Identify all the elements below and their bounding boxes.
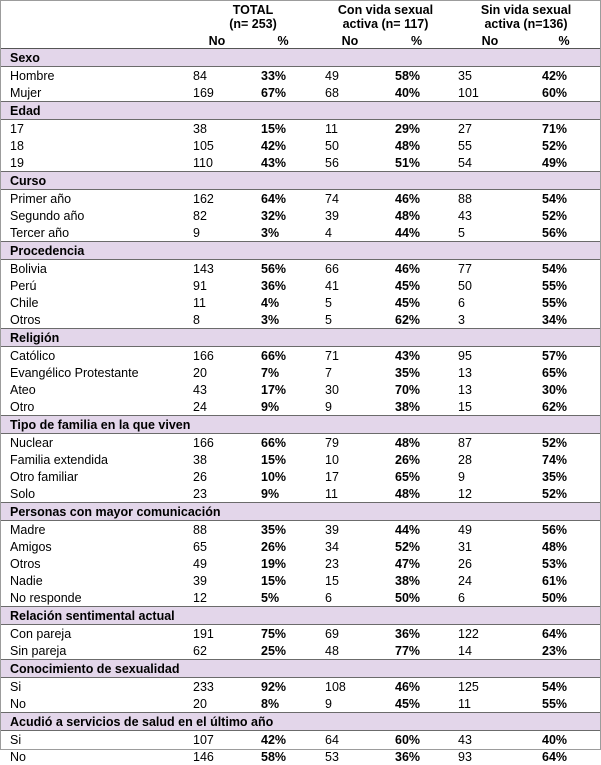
sin-pct: 74% [528, 451, 600, 468]
total-no: 49 [187, 555, 247, 572]
sin-pct: 64% [528, 748, 600, 765]
table-row [1, 347, 600, 365]
con-no: 50 [319, 137, 381, 154]
table-row [1, 137, 600, 154]
con-no: 5 [319, 294, 381, 311]
total-pct: 19% [247, 555, 319, 572]
con-pct: 43% [381, 347, 452, 365]
sin-pct: 52% [528, 485, 600, 503]
sin-pct: 42% [528, 67, 600, 85]
section-title: Edad [1, 102, 600, 120]
total-no: 82 [187, 207, 247, 224]
total-no: 105 [187, 137, 247, 154]
con-pct: 77% [381, 642, 452, 660]
header-empty-cell [1, 1, 187, 31]
con-no: 108 [319, 678, 381, 696]
section-header-row [1, 102, 600, 120]
section-title: Curso [1, 172, 600, 190]
sin-no: 12 [452, 485, 528, 503]
table-row [1, 84, 600, 102]
row-label: Primer año [1, 190, 187, 208]
table-row [1, 364, 600, 381]
row-label: Bolivia [1, 260, 187, 278]
total-pct: 36% [247, 277, 319, 294]
table-row [1, 678, 600, 696]
sin-pct: 35% [528, 468, 600, 485]
header-sub-no: No [319, 31, 381, 49]
section-header-row [1, 49, 600, 67]
table-body [1, 49, 600, 765]
sin-pct: 60% [528, 84, 600, 102]
sin-pct: 50% [528, 589, 600, 607]
total-no: 233 [187, 678, 247, 696]
con-pct: 48% [381, 137, 452, 154]
section-header-row [1, 242, 600, 260]
con-no: 9 [319, 695, 381, 713]
con-no: 68 [319, 84, 381, 102]
data-table [1, 1, 600, 765]
sin-no: 9 [452, 468, 528, 485]
con-no: 4 [319, 224, 381, 242]
total-pct: 43% [247, 154, 319, 172]
sin-no: 27 [452, 120, 528, 138]
row-label: Con pareja [1, 625, 187, 643]
total-pct: 42% [247, 731, 319, 749]
sin-no: 95 [452, 347, 528, 365]
con-pct: 50% [381, 589, 452, 607]
total-pct: 3% [247, 224, 319, 242]
row-label: Si [1, 678, 187, 696]
header-sin-vida-sexual [452, 1, 600, 31]
total-pct: 5% [247, 589, 319, 607]
sin-pct: 56% [528, 521, 600, 539]
total-pct: 15% [247, 120, 319, 138]
con-pct: 45% [381, 294, 452, 311]
header-sub-no: No [452, 31, 528, 49]
row-label: Chile [1, 294, 187, 311]
row-label: Nuclear [1, 434, 187, 452]
table-row [1, 311, 600, 329]
section-header-row [1, 329, 600, 347]
section-header-row [1, 607, 600, 625]
sin-pct: 54% [528, 190, 600, 208]
row-label: Otros [1, 311, 187, 329]
con-no: 66 [319, 260, 381, 278]
header-total-text: TOTAL (n= 253) [229, 3, 277, 31]
total-no: 9 [187, 224, 247, 242]
con-pct: 58% [381, 67, 452, 85]
con-no: 49 [319, 67, 381, 85]
con-pct: 36% [381, 625, 452, 643]
sin-pct: 48% [528, 538, 600, 555]
sin-no: 15 [452, 398, 528, 416]
total-pct: 15% [247, 572, 319, 589]
section-title: Conocimiento de sexualidad [1, 660, 600, 678]
total-no: 38 [187, 120, 247, 138]
table-row [1, 695, 600, 713]
total-pct: 9% [247, 398, 319, 416]
sin-no: 101 [452, 84, 528, 102]
section-header-row [1, 713, 600, 731]
row-label: 17 [1, 120, 187, 138]
sin-pct: 52% [528, 434, 600, 452]
sin-pct: 57% [528, 347, 600, 365]
table-row [1, 485, 600, 503]
con-pct: 26% [381, 451, 452, 468]
section-title: Relación sentimental actual [1, 607, 600, 625]
con-pct: 35% [381, 364, 452, 381]
total-pct: 4% [247, 294, 319, 311]
table-row [1, 260, 600, 278]
header-total [187, 1, 319, 31]
sin-no: 26 [452, 555, 528, 572]
con-no: 6 [319, 589, 381, 607]
con-pct: 60% [381, 731, 452, 749]
header-sin-text: Sin vida sexual activa (n=136) [481, 3, 571, 31]
total-no: 166 [187, 434, 247, 452]
sin-pct: 53% [528, 555, 600, 572]
total-pct: 64% [247, 190, 319, 208]
total-no: 23 [187, 485, 247, 503]
total-pct: 35% [247, 521, 319, 539]
sin-pct: 71% [528, 120, 600, 138]
total-pct: 67% [247, 84, 319, 102]
table-row [1, 120, 600, 138]
sin-pct: 62% [528, 398, 600, 416]
row-label: Madre [1, 521, 187, 539]
con-pct: 47% [381, 555, 452, 572]
con-pct: 46% [381, 190, 452, 208]
table-row [1, 748, 600, 765]
total-no: 162 [187, 190, 247, 208]
con-no: 5 [319, 311, 381, 329]
row-label: Evangélico Protestante [1, 364, 187, 381]
sin-pct: 40% [528, 731, 600, 749]
section-title: Tipo de familia en la que viven [1, 416, 600, 434]
sin-no: 125 [452, 678, 528, 696]
con-no: 56 [319, 154, 381, 172]
row-label: Católico [1, 347, 187, 365]
con-no: 15 [319, 572, 381, 589]
total-pct: 9% [247, 485, 319, 503]
sin-pct: 52% [528, 137, 600, 154]
sin-no: 43 [452, 731, 528, 749]
row-label: Si [1, 731, 187, 749]
sin-pct: 64% [528, 625, 600, 643]
total-pct: 15% [247, 451, 319, 468]
table-row [1, 589, 600, 607]
con-pct: 44% [381, 521, 452, 539]
table-row [1, 434, 600, 452]
row-label: No [1, 695, 187, 713]
con-no: 10 [319, 451, 381, 468]
total-pct: 66% [247, 434, 319, 452]
con-pct: 65% [381, 468, 452, 485]
sin-no: 3 [452, 311, 528, 329]
row-label: No responde [1, 589, 187, 607]
total-no: 24 [187, 398, 247, 416]
total-pct: 25% [247, 642, 319, 660]
row-label: 18 [1, 137, 187, 154]
table-row [1, 294, 600, 311]
con-pct: 40% [381, 84, 452, 102]
total-pct: 10% [247, 468, 319, 485]
total-pct: 7% [247, 364, 319, 381]
sin-pct: 61% [528, 572, 600, 589]
sin-no: 6 [452, 294, 528, 311]
sin-no: 6 [452, 589, 528, 607]
total-no: 169 [187, 84, 247, 102]
section-title: Procedencia [1, 242, 600, 260]
total-no: 11 [187, 294, 247, 311]
row-label: Mujer [1, 84, 187, 102]
con-no: 9 [319, 398, 381, 416]
total-pct: 3% [247, 311, 319, 329]
con-pct: 62% [381, 311, 452, 329]
con-no: 79 [319, 434, 381, 452]
total-pct: 42% [247, 137, 319, 154]
sin-no: 122 [452, 625, 528, 643]
total-pct: 75% [247, 625, 319, 643]
total-pct: 66% [247, 347, 319, 365]
table-row [1, 224, 600, 242]
row-label: No [1, 748, 187, 765]
header-sub-pct: % [528, 31, 600, 49]
total-no: 20 [187, 695, 247, 713]
section-header-row [1, 416, 600, 434]
row-label: 19 [1, 154, 187, 172]
total-no: 166 [187, 347, 247, 365]
total-no: 8 [187, 311, 247, 329]
table-row [1, 731, 600, 749]
total-pct: 33% [247, 67, 319, 85]
con-no: 34 [319, 538, 381, 555]
sin-pct: 54% [528, 678, 600, 696]
total-pct: 32% [247, 207, 319, 224]
header-sub-pct: % [381, 31, 452, 49]
con-pct: 48% [381, 485, 452, 503]
con-pct: 36% [381, 748, 452, 765]
total-no: 84 [187, 67, 247, 85]
con-no: 64 [319, 731, 381, 749]
con-no: 53 [319, 748, 381, 765]
header-sub-row [1, 31, 600, 49]
total-no: 143 [187, 260, 247, 278]
total-no: 26 [187, 468, 247, 485]
sin-pct: 49% [528, 154, 600, 172]
con-no: 39 [319, 521, 381, 539]
con-pct: 52% [381, 538, 452, 555]
sin-no: 11 [452, 695, 528, 713]
total-no: 91 [187, 277, 247, 294]
sin-no: 77 [452, 260, 528, 278]
sin-no: 13 [452, 364, 528, 381]
row-label: Perú [1, 277, 187, 294]
con-pct: 29% [381, 120, 452, 138]
total-pct: 92% [247, 678, 319, 696]
total-pct: 26% [247, 538, 319, 555]
sin-pct: 55% [528, 294, 600, 311]
con-no: 48 [319, 642, 381, 660]
con-no: 23 [319, 555, 381, 572]
con-no: 7 [319, 364, 381, 381]
header-con-vida-sexual [319, 1, 452, 31]
row-label: Amigos [1, 538, 187, 555]
sin-no: 93 [452, 748, 528, 765]
section-title: Sexo [1, 49, 600, 67]
con-pct: 44% [381, 224, 452, 242]
table-row [1, 555, 600, 572]
table-row [1, 468, 600, 485]
sin-no: 13 [452, 381, 528, 398]
row-label: Otros [1, 555, 187, 572]
con-pct: 45% [381, 277, 452, 294]
row-label: Solo [1, 485, 187, 503]
con-pct: 46% [381, 260, 452, 278]
total-no: 107 [187, 731, 247, 749]
total-no: 38 [187, 451, 247, 468]
row-label: Sin pareja [1, 642, 187, 660]
row-label: Nadie [1, 572, 187, 589]
con-pct: 48% [381, 434, 452, 452]
table-row [1, 277, 600, 294]
header-empty-cell [1, 31, 187, 49]
row-label: Segundo año [1, 207, 187, 224]
sin-no: 54 [452, 154, 528, 172]
header-sub-no: No [187, 31, 247, 49]
table-row [1, 207, 600, 224]
section-header-row [1, 660, 600, 678]
total-no: 43 [187, 381, 247, 398]
table-row [1, 521, 600, 539]
row-label: Tercer año [1, 224, 187, 242]
con-no: 17 [319, 468, 381, 485]
con-pct: 38% [381, 572, 452, 589]
total-pct: 8% [247, 695, 319, 713]
total-no: 12 [187, 589, 247, 607]
total-no: 191 [187, 625, 247, 643]
con-pct: 48% [381, 207, 452, 224]
sin-pct: 52% [528, 207, 600, 224]
table-row [1, 398, 600, 416]
con-no: 30 [319, 381, 381, 398]
total-pct: 17% [247, 381, 319, 398]
sin-no: 35 [452, 67, 528, 85]
sin-no: 88 [452, 190, 528, 208]
sin-no: 31 [452, 538, 528, 555]
header-group-row [1, 1, 600, 31]
table-row [1, 451, 600, 468]
total-no: 65 [187, 538, 247, 555]
row-label: Familia extendida [1, 451, 187, 468]
total-no: 88 [187, 521, 247, 539]
total-no: 146 [187, 748, 247, 765]
con-no: 11 [319, 485, 381, 503]
section-header-row [1, 503, 600, 521]
table-row [1, 67, 600, 85]
con-pct: 51% [381, 154, 452, 172]
sin-no: 24 [452, 572, 528, 589]
row-label: Otro familiar [1, 468, 187, 485]
section-title: Personas con mayor comunicación [1, 503, 600, 521]
section-header-row [1, 172, 600, 190]
total-no: 110 [187, 154, 247, 172]
sin-no: 50 [452, 277, 528, 294]
sin-pct: 30% [528, 381, 600, 398]
con-pct: 70% [381, 381, 452, 398]
sin-pct: 55% [528, 695, 600, 713]
sin-no: 55 [452, 137, 528, 154]
table-row [1, 642, 600, 660]
table-row [1, 572, 600, 589]
con-no: 39 [319, 207, 381, 224]
sin-no: 87 [452, 434, 528, 452]
con-no: 41 [319, 277, 381, 294]
row-label: Hombre [1, 67, 187, 85]
con-pct: 38% [381, 398, 452, 416]
sin-no: 43 [452, 207, 528, 224]
con-no: 69 [319, 625, 381, 643]
header-sub-pct: % [247, 31, 319, 49]
con-no: 71 [319, 347, 381, 365]
sin-pct: 56% [528, 224, 600, 242]
sin-pct: 65% [528, 364, 600, 381]
row-label: Otro [1, 398, 187, 416]
sin-pct: 55% [528, 277, 600, 294]
total-pct: 56% [247, 260, 319, 278]
con-pct: 45% [381, 695, 452, 713]
con-no: 11 [319, 120, 381, 138]
row-label: Ateo [1, 381, 187, 398]
section-title: Religión [1, 329, 600, 347]
total-pct: 58% [247, 748, 319, 765]
sin-no: 49 [452, 521, 528, 539]
total-no: 20 [187, 364, 247, 381]
total-no: 62 [187, 642, 247, 660]
con-no: 74 [319, 190, 381, 208]
con-pct: 46% [381, 678, 452, 696]
table-row [1, 538, 600, 555]
header-con-text: Con vida sexual activa (n= 117) [338, 3, 433, 31]
sin-pct: 34% [528, 311, 600, 329]
table-row [1, 154, 600, 172]
sin-pct: 54% [528, 260, 600, 278]
table-row [1, 381, 600, 398]
sin-no: 14 [452, 642, 528, 660]
sin-no: 5 [452, 224, 528, 242]
total-no: 39 [187, 572, 247, 589]
section-title: Acudió a servicios de salud en el último año [1, 713, 600, 731]
table-row [1, 190, 600, 208]
sin-no: 28 [452, 451, 528, 468]
sin-pct: 23% [528, 642, 600, 660]
table-row [1, 625, 600, 643]
